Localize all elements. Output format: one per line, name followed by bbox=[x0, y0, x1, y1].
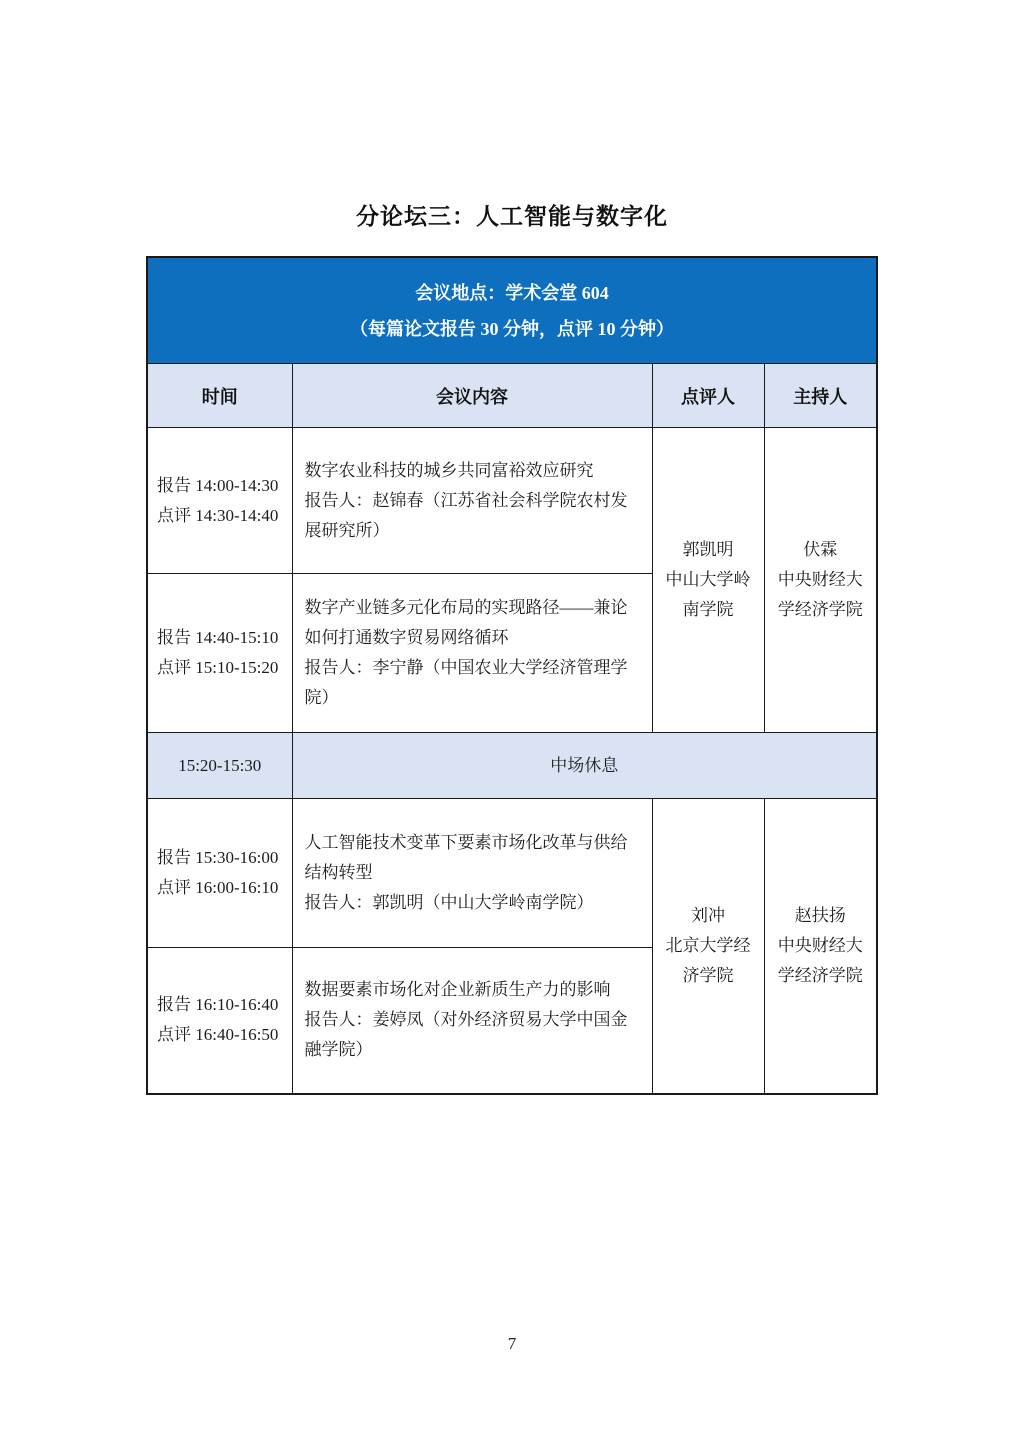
time-cell bbox=[147, 948, 292, 1094]
content-cell bbox=[292, 574, 652, 733]
reviewer-cell bbox=[652, 799, 764, 1094]
review-time: 点评 16:40-16:50 bbox=[157, 1025, 279, 1045]
break-row bbox=[147, 733, 877, 799]
report-time: 报告 14:40-15:10 bbox=[157, 628, 279, 647]
reviewer-cell bbox=[652, 428, 764, 733]
break-time-cell: 15:20-15:30 bbox=[147, 733, 292, 799]
report-time: 报告 16:10-16:40 bbox=[157, 995, 279, 1015]
venue-banner-row bbox=[147, 257, 877, 364]
paper-title: 数字产业链多元化布局的实现路径——兼论如何打通数字贸易网络循环 bbox=[304, 598, 628, 647]
venue-line: 会议地点：学术会堂 604 bbox=[415, 282, 609, 303]
paper-title: 数据要素市场化对企业新质生产力的影响 bbox=[304, 980, 611, 1000]
content-cell bbox=[292, 948, 652, 1094]
page-title: 分论坛三：人工智能与数字化 bbox=[356, 203, 668, 229]
chair-cell bbox=[764, 428, 877, 733]
review-time: 点评 16:00-16:10 bbox=[157, 878, 279, 897]
speaker-line: 报告人：李宁静（中国农业大学经济管理学院） bbox=[304, 658, 628, 707]
col-header-time: 时间 bbox=[147, 364, 292, 428]
col-header-chair: 主持人 bbox=[764, 364, 877, 428]
report-time: 报告 14:00-14:30 bbox=[157, 475, 279, 495]
paper-title: 人工智能技术变革下要素市场化改革与供给结构转型 bbox=[304, 833, 628, 882]
time-cell bbox=[147, 799, 292, 948]
page-number: 7 bbox=[507, 1334, 517, 1353]
paper-title: 数字农业科技的城乡共同富裕效应研究 bbox=[304, 460, 594, 480]
venue-banner bbox=[147, 257, 877, 364]
reviewer-name: 郭凯明 bbox=[682, 540, 734, 559]
content-cell bbox=[292, 428, 652, 574]
col-header-reviewer: 点评人 bbox=[652, 364, 764, 428]
schedule-table bbox=[146, 256, 878, 1095]
col-header-content: 会议内容 bbox=[292, 364, 652, 428]
review-time: 点评 14:30-14:40 bbox=[157, 505, 279, 525]
content-cell bbox=[292, 799, 652, 948]
report-time: 报告 15:30-16:00 bbox=[157, 848, 279, 867]
break-label-cell: 中场休息 bbox=[292, 733, 877, 799]
reviewer-affiliation: 北京大学经济学院 bbox=[665, 935, 751, 985]
reviewer-affiliation: 中山大学岭南学院 bbox=[665, 570, 751, 619]
chair-name: 赵扶扬 bbox=[794, 905, 846, 925]
time-cell bbox=[147, 428, 292, 574]
speaker-line: 报告人：赵锦春（江苏省社会科学院农村发展研究所） bbox=[304, 490, 628, 540]
speaker-line: 报告人：姜婷凤（对外经济贸易大学中国金融学院） bbox=[304, 1010, 628, 1060]
speaker-line: 报告人：郭凯明（中山大学岭南学院） bbox=[304, 893, 594, 912]
column-header-row bbox=[147, 364, 877, 428]
chair-cell bbox=[764, 799, 877, 1094]
chair-name: 伏霖 bbox=[803, 540, 838, 559]
reviewer-name: 刘冲 bbox=[691, 905, 725, 925]
timing-note-line: （每篇论文报告 30 分钟，点评 10 分钟） bbox=[350, 318, 674, 339]
chair-affiliation: 中央财经大学经济学院 bbox=[777, 935, 863, 985]
review-time: 点评 15:10-15:20 bbox=[157, 658, 279, 677]
session-row bbox=[147, 799, 877, 948]
time-cell bbox=[147, 574, 292, 733]
chair-affiliation: 中央财经大学经济学院 bbox=[777, 570, 863, 619]
session-row bbox=[147, 428, 877, 574]
